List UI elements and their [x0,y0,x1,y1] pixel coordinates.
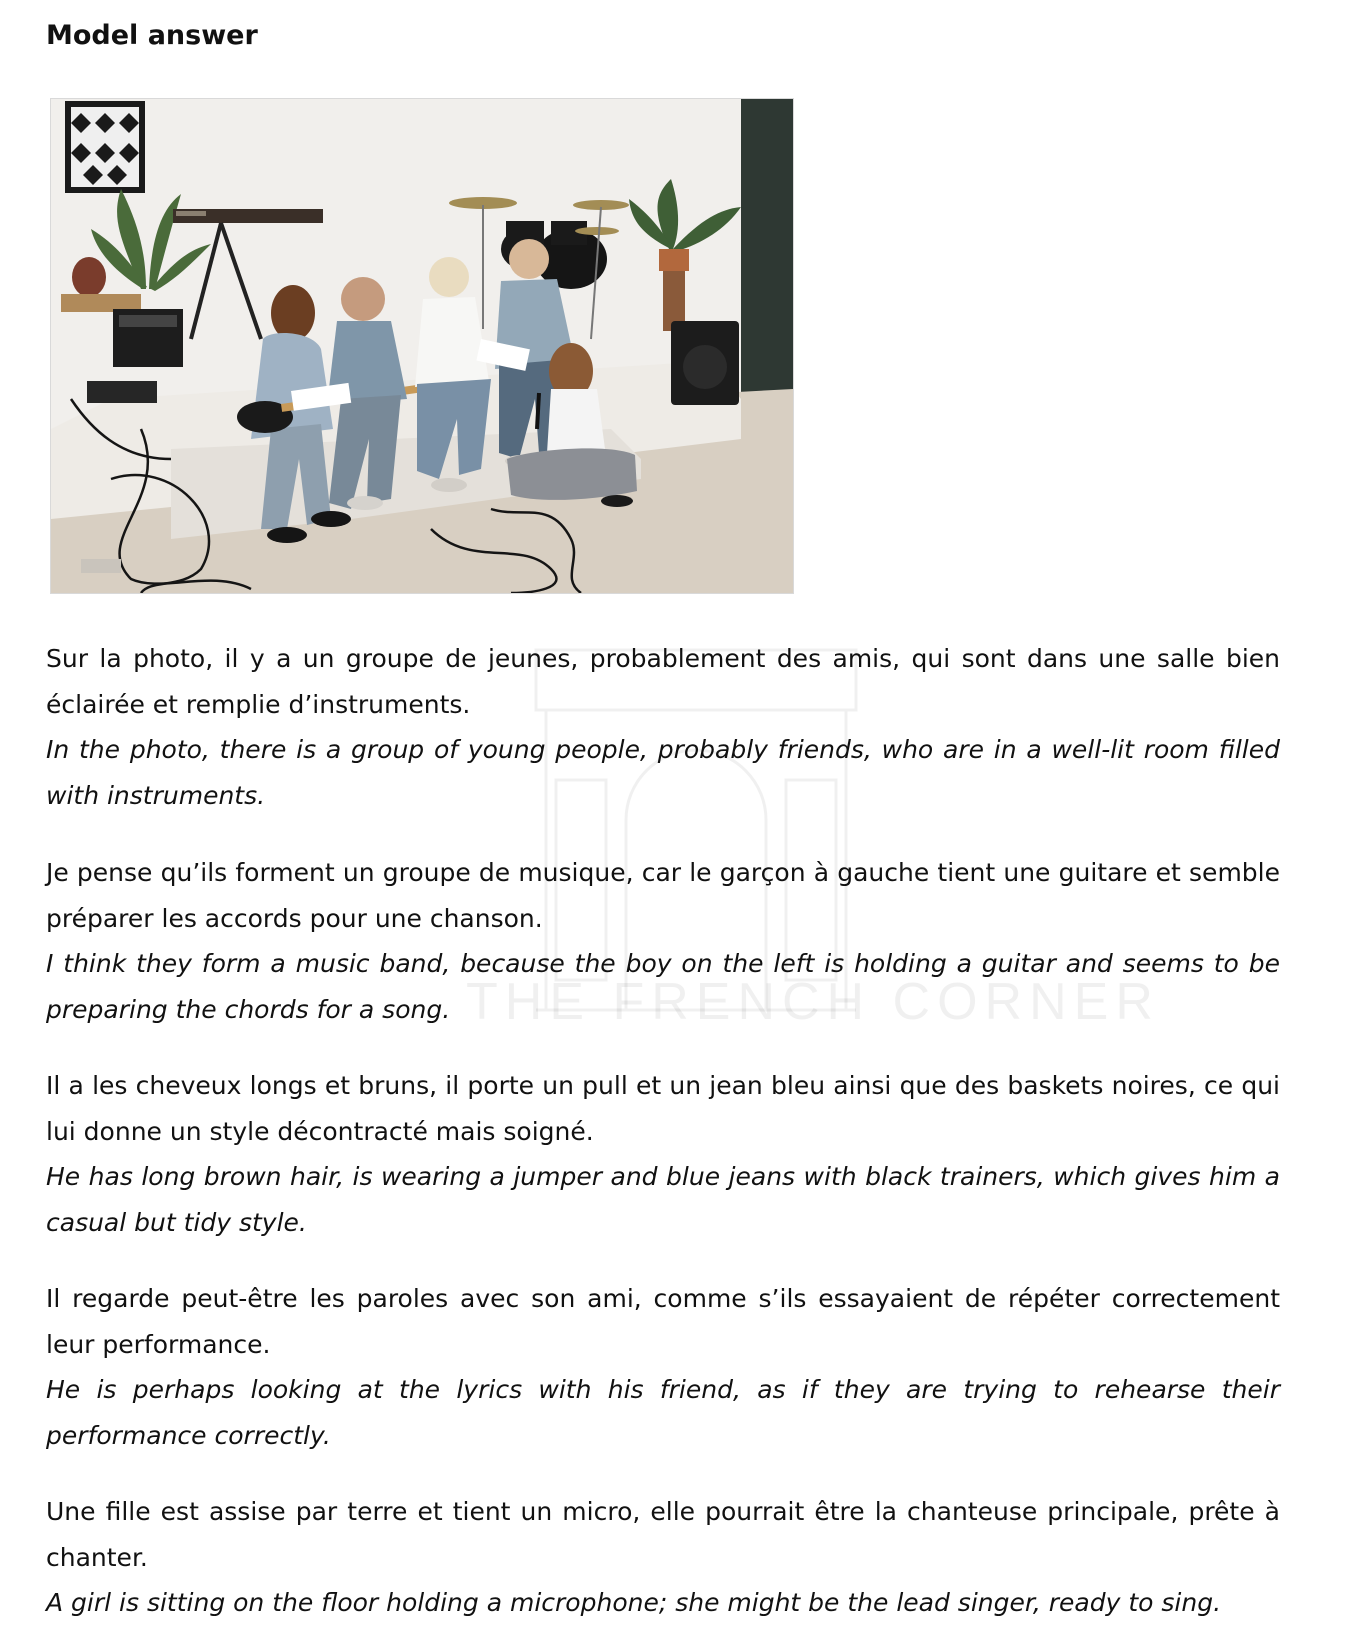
band-rehearsal-photo [50,98,794,594]
paragraph-5-french: Une fille est assise par terre et tient un micro, elle pourrait être la chanteuse principale, prête à chanter. [46,1497,1280,1572]
paragraph-1-french: Sur la photo, il y a un groupe de jeunes, probablement des amis, qui sont dans une salle bien éclairée et remplie d’instruments. [46,644,1280,719]
paragraph-1 [46,636,1280,818]
paragraph-2-english: I think they form a music band, because the boy on the left is holding a guitar and seems to be preparing the chords for a song. [46,949,1280,1024]
paragraph-3 [46,1063,1280,1245]
page-heading: Model answer [46,20,258,51]
paragraph-3-french: Il a les cheveux longs et bruns, il porte un pull et un jean bleu ainsi que des baskets noires, ce qui lui donne un style décontracté mais soigné. [46,1071,1280,1146]
paragraph-1-english: In the photo, there is a group of young people, probably friends, who are in a well-lit room filled with instruments. [46,735,1280,810]
paragraph-2-french: Je pense qu’ils forment un groupe de musique, car le garçon à gauche tient une guitare et semble préparer les accords pour une chanson. [46,858,1280,933]
paragraph-4 [46,1276,1280,1458]
paragraph-2 [46,850,1280,1032]
watermark-text: THE FRENCH CORNER [466,973,1160,1031]
paragraph-5 [46,1489,1280,1626]
paragraph-3-english: He has long brown hair, is wearing a jumper and blue jeans with black trainers, which gives him a casual but tidy style. [46,1162,1280,1237]
paragraph-4-french: Il regarde peut-être les paroles avec son ami, comme s’ils essayaient de répéter correctement leur performance. [46,1284,1280,1359]
paragraph-5-english: A girl is sitting on the floor holding a microphone; she might be the lead singer, ready to sing. [46,1588,1222,1617]
paragraph-4-english: He is perhaps looking at the lyrics with his friend, as if they are trying to rehearse their performance correctly. [46,1375,1280,1450]
